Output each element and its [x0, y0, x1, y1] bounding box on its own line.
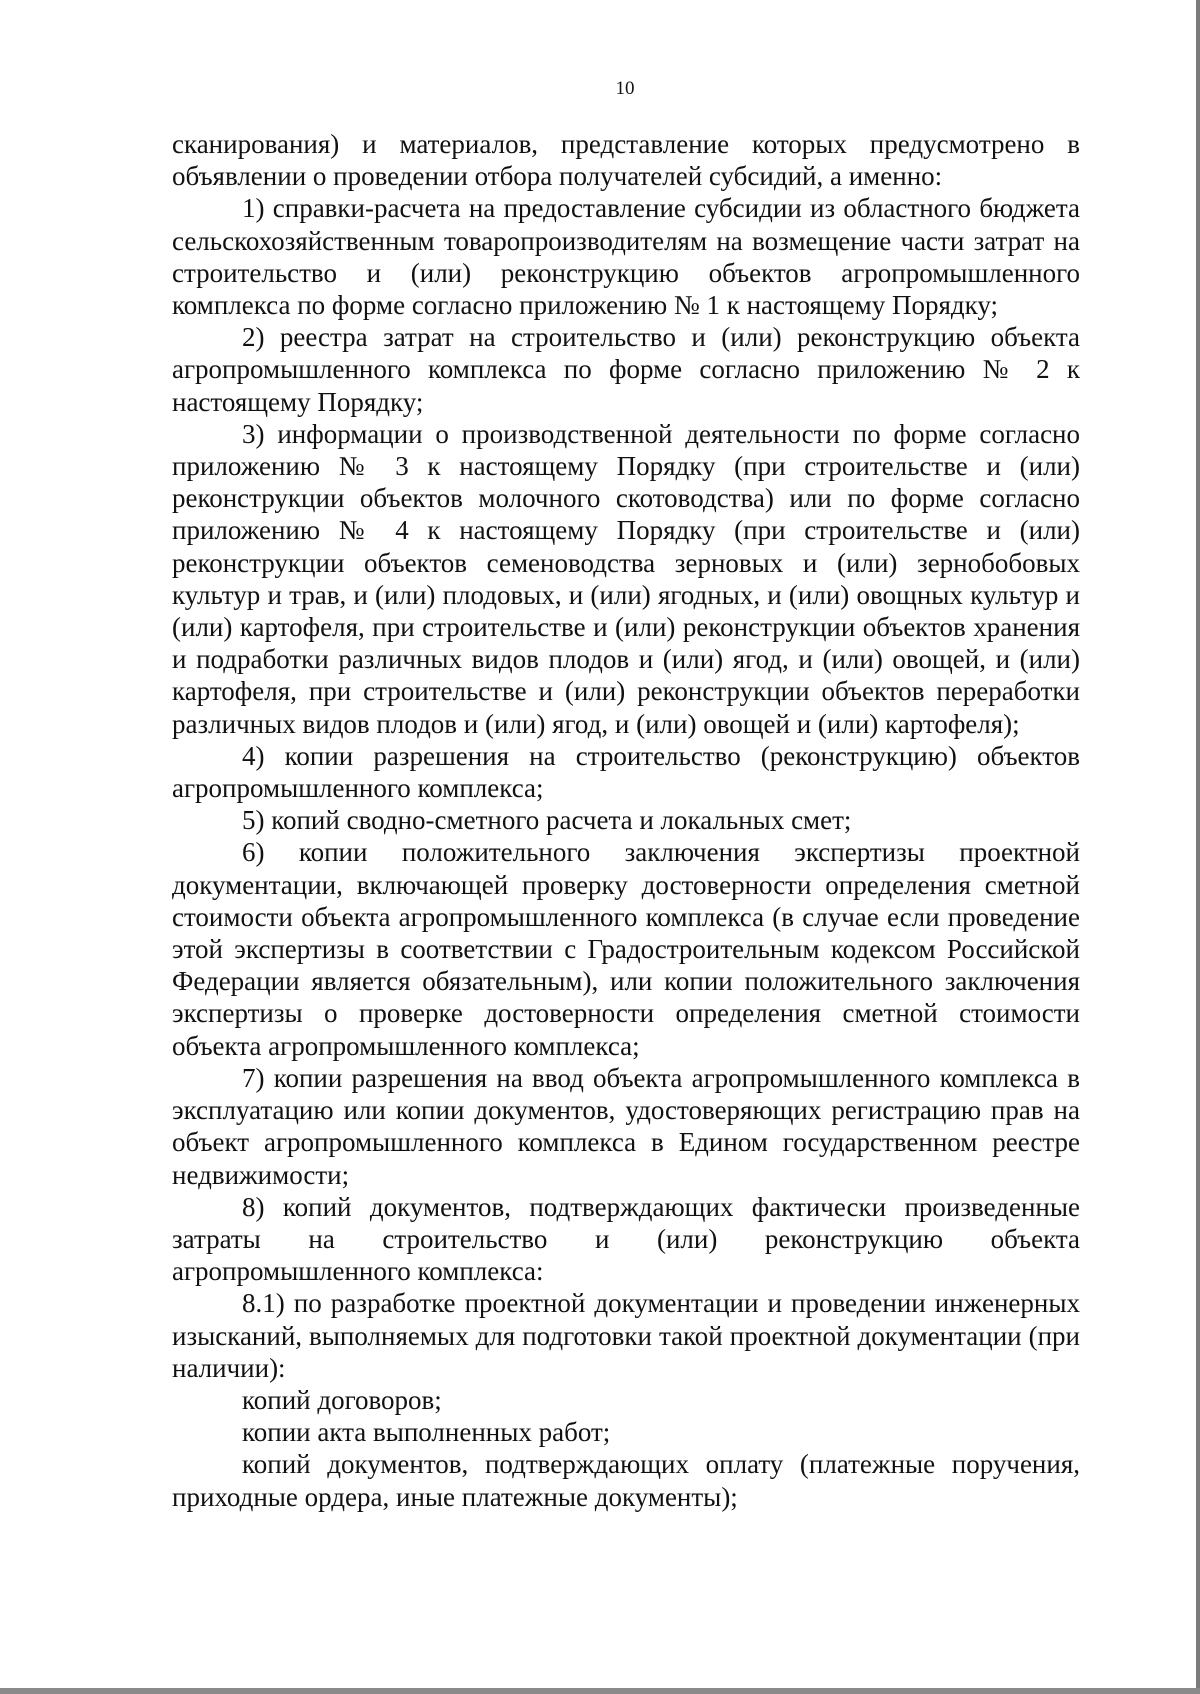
list-item-5: 5) копий сводно-сметного расчета и локальных смет;	[242, 805, 852, 836]
sub-item-contracts: копий договоров;	[242, 1384, 442, 1415]
list-item-3: 3) информации о производственной деятельности по форме согласно приложению № 3 к настоящему Порядку (при строительстве и (или) реконструкции объектов молочного скотоводства) или по форме согласно приложению № 4 к настоящему Порядку (при строительстве и (или) реконструкции объектов семеноводства зерновых и (или) зернобобовых культур и трав, и (или) плодовых, и (или) ягодных, и (или) овощных культур и (или) картофеля, при строительстве и (или) реконструкции объектов хранения и подработки различных видов плодов и (или) ягод, и (или) овощей, и (или) картофеля, при строительстве и (или) реконструкции объектов переработки различных видов плодов и (или) ягод, и (или) овощей и (или) картофеля);	[172, 418, 1080, 739]
page-number: 10	[615, 78, 635, 99]
paragraph-intro: сканирования) и материалов, представление которых предусмотрено в объявлении о проведении отбора получателей субсидий, а именно:	[172, 129, 1080, 192]
list-item-1: 1) справки-расчета на предоставление субсидии из областного бюджета сельскохозяйственным товаропроизводителям на возмещение части затрат на строительство и (или) реконструкцию объектов агропромышленного комплекса по форме согласно приложению № 1 к настоящему Порядку;	[172, 193, 1080, 321]
list-item-4: 4) копии разрешения на строительство (реконструкцию) объектов агропромышленного комплекса;	[172, 740, 1080, 804]
scan-edge-bottom	[0, 1688, 1200, 1694]
list-item-8: 8) копий документов, подтверждающих фактически произведенные затраты на строительство и (или) реконструкцию объекта агропромышленного комплекса:	[172, 1191, 1080, 1287]
list-item-6: 6) копии положительного заключения экспертизы проектной документации, включающей проверку достоверности определения сметной стоимости объекта агропромышленного комплекса (в случае если проведение этой экспертизы в соответствии с Градостроительным кодексом Российской Федерации является обязательным), или копии положительного заключения экспертизы о проверке достоверности определения сметной стоимости объекта агропромышленного комплекса;	[172, 837, 1080, 1061]
list-item-8-1: 8.1) по разработке проектной документации и проведении инженерных изысканий, выполняемых для подготовки такой проектной документации (при наличии):	[172, 1288, 1080, 1383]
list-item-7: 7) копии разрешения на ввод объекта агропромышленного комплекса в эксплуатацию или копии документов, удостоверяющих регистрацию прав на объект агропромышленного комплекса в Едином государственном реестре недвижимости;	[172, 1062, 1080, 1190]
sub-item-acts: копии акта выполненных работ;	[242, 1417, 611, 1448]
list-item-2: 2) реестра затрат на строительство и (или) реконструкцию объекта агропромышленного комплекса по форме согласно приложению № 2 к настоящему Порядку;	[172, 322, 1080, 417]
sub-item-payments: копий документов, подтверждающих оплату (платежные поручения, приходные ордера, иные платежные документы);	[172, 1449, 1080, 1512]
document-body	[172, 128, 1080, 1513]
scan-edge-right	[1196, 0, 1200, 1694]
